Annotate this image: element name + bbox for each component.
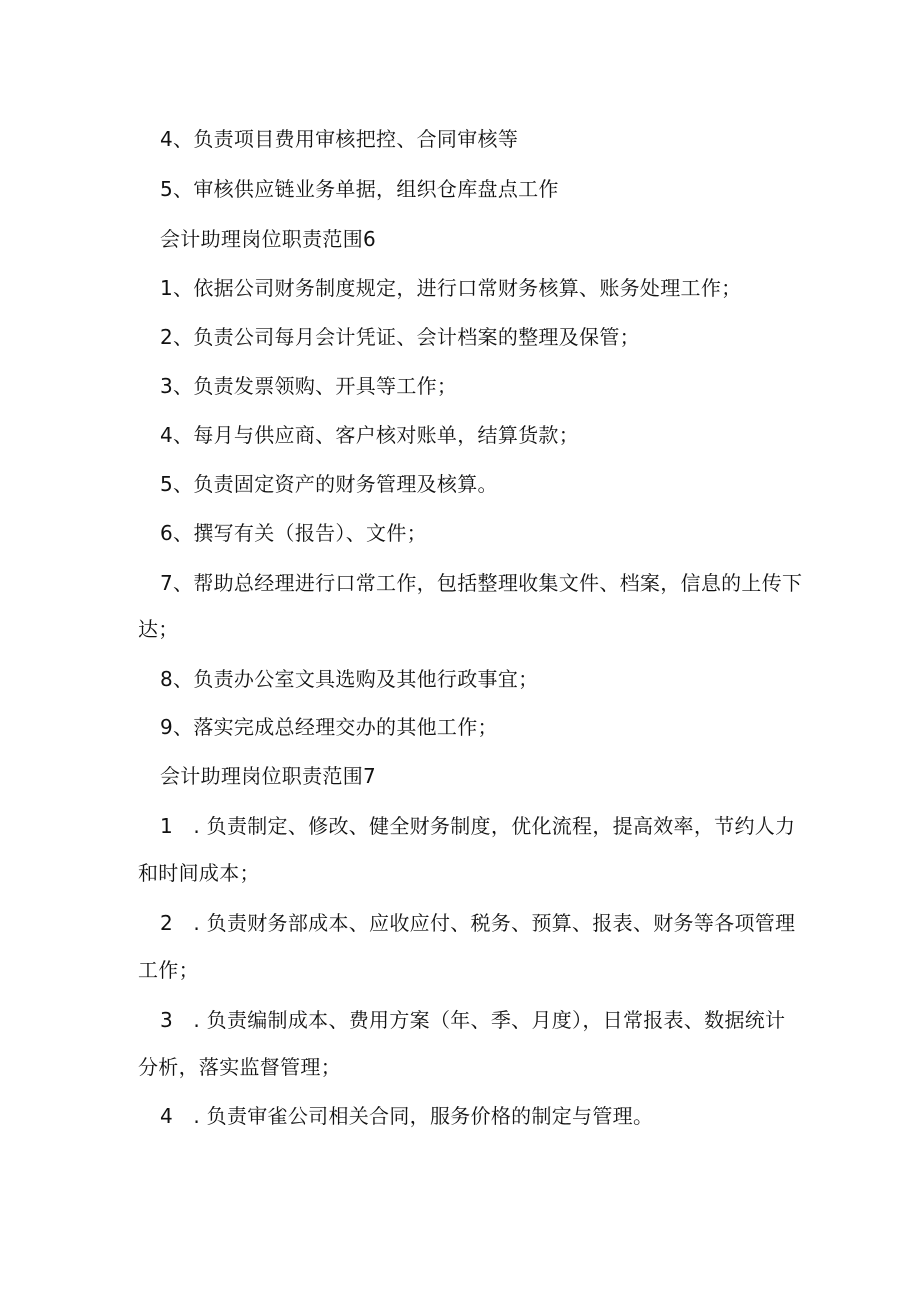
text-line: 2、负责公司每月会计凭证、会计档案的整理及保管； — [160, 325, 640, 349]
text-line: 分析，落实监督管理； — [138, 1055, 341, 1079]
section-heading: 会计助理岗位职责范围7 — [160, 764, 377, 788]
text-line: 9、落实完成总经理交办的其他工作； — [160, 715, 498, 739]
text-line: 达； — [138, 617, 179, 641]
text-line: 4 . 负责审雀公司相关合同，服务价格的制定与管理。 — [160, 1104, 654, 1128]
text-line: 1 . 负责制定、修改、健全财务制度，优化流程，提高效率，节约人力 — [160, 814, 796, 838]
text-line: 5、审核供应链业务单据，组织仓库盘点工作 — [160, 177, 559, 201]
text-line: 1、依据公司财务制度规定，进行口常财务核算、账务处理工作； — [160, 276, 742, 300]
text-line: 3、负责发票领购、开具等工作； — [160, 374, 458, 398]
text-line: 2 . 负责财务部成本、应收应付、税务、预算、报表、财务等各项管理 — [160, 911, 796, 935]
text-line: 4、每月与供应商、客户核对账单，结算货款； — [160, 423, 580, 447]
text-line: 3 . 负责编制成本、费用方案（年、季、月度），日常报表、数据统计 — [160, 1008, 786, 1032]
text-line: 工作； — [138, 958, 199, 982]
section-heading: 会计助理岗位职责范围6 — [160, 227, 377, 251]
text-line: 7、帮助总经理进行口常工作，包括整理收集文件、档案，信息的上传下 — [160, 571, 803, 595]
text-line: 6、撰写有关（报告）、文件； — [160, 521, 427, 545]
text-line: 5、负责固定资产的财务管理及核算。 — [160, 472, 498, 496]
text-line: 和时间成本； — [138, 861, 260, 885]
text-line: 8、负责办公室文具选购及其他行政事宜； — [160, 667, 539, 691]
text-line: 4、负责项目费用审核把控、合同审核等 — [160, 127, 519, 151]
